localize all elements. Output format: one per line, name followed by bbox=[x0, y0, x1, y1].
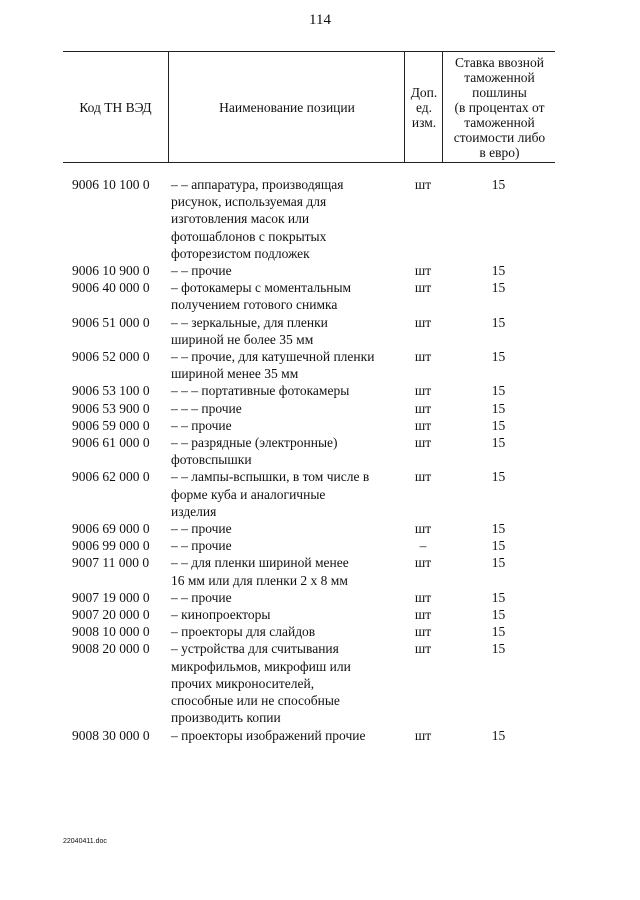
row-name: – – прочие bbox=[171, 538, 232, 554]
row-code: 9006 62 000 0 bbox=[72, 469, 150, 485]
table-row bbox=[63, 314, 555, 348]
row-unit: шт bbox=[414, 469, 432, 485]
table-row bbox=[63, 417, 555, 434]
row-unit: шт bbox=[414, 314, 432, 330]
table-row bbox=[63, 589, 555, 606]
row-name: – – прочие bbox=[171, 521, 232, 537]
row-name: – – разрядные (электронные) фотовспышки bbox=[171, 435, 338, 468]
row-code: 9006 51 000 0 bbox=[72, 314, 150, 330]
row-rate: 15 bbox=[491, 538, 506, 554]
row-unit: шт bbox=[414, 177, 432, 192]
row-name: – – – портативные фотокамеры bbox=[171, 383, 350, 399]
row-name: – – прочие bbox=[171, 417, 232, 433]
row-name: – – лампы-вспышки, в том числе в форме куба и аналогичные изделия bbox=[171, 469, 370, 519]
table-row bbox=[63, 520, 555, 537]
row-unit: шт bbox=[414, 349, 432, 365]
table-row bbox=[63, 537, 555, 554]
row-code: 9006 99 000 0 bbox=[72, 538, 150, 554]
row-rate: 15 bbox=[491, 435, 506, 451]
row-unit: шт bbox=[414, 589, 432, 605]
table-header bbox=[63, 51, 555, 163]
row-unit: шт bbox=[414, 727, 432, 743]
row-rate: 15 bbox=[491, 555, 506, 571]
row-code: 9006 61 000 0 bbox=[72, 435, 150, 451]
table-row bbox=[63, 434, 555, 468]
row-unit: шт bbox=[414, 400, 432, 416]
row-rate: 15 bbox=[491, 641, 506, 657]
table-row bbox=[63, 348, 555, 382]
row-unit: – bbox=[419, 538, 427, 554]
row-rate: 15 bbox=[491, 280, 506, 296]
row-name: – – аппаратура, производящая рисунок, используемая для изготовления масок или фотошаблонов с покрытых фоторезистом подложек bbox=[171, 177, 344, 261]
table-row bbox=[63, 382, 555, 399]
row-name: – – зеркальные, для пленки шириной не более 35 мм bbox=[171, 314, 328, 347]
row-rate: 15 bbox=[491, 417, 506, 433]
row-rate: 15 bbox=[491, 469, 506, 485]
row-name: – устройства для считывания микрофильмов, микрофиш или прочих микроносителей, способные или не способные производить копии bbox=[171, 641, 351, 726]
row-code: 9006 53 900 0 bbox=[72, 400, 150, 416]
table-row bbox=[63, 400, 555, 417]
header-name: Наименование позиции bbox=[168, 52, 405, 162]
table-row bbox=[63, 468, 555, 520]
row-code: 9006 40 000 0 bbox=[72, 280, 150, 296]
row-unit: шт bbox=[414, 641, 432, 657]
row-code: 9008 30 000 0 bbox=[72, 727, 150, 743]
row-unit: шт bbox=[414, 521, 432, 537]
row-code: 9006 52 000 0 bbox=[72, 349, 150, 365]
row-name: – проекторы изображений прочие bbox=[171, 727, 366, 743]
row-code: 9007 20 000 0 bbox=[72, 607, 150, 623]
file-name-footer: 22040411.doc bbox=[63, 838, 107, 845]
row-name: – фотокамеры с моментальным получением готового снимка bbox=[171, 280, 352, 313]
row-code: 9006 69 000 0 bbox=[72, 521, 150, 537]
header-unit: Доп. ед. изм. bbox=[404, 52, 443, 162]
table-row bbox=[63, 727, 555, 744]
row-name: – – для пленки шириной менее 16 мм или для пленки 2 х 8 мм bbox=[171, 555, 349, 588]
row-name: – – – прочие bbox=[171, 400, 242, 416]
table-row bbox=[63, 262, 555, 279]
row-unit: шт bbox=[414, 435, 432, 451]
row-rate: 15 bbox=[491, 727, 506, 743]
row-rate: 15 bbox=[491, 607, 506, 623]
header-rate: Ставка ввозной таможенной пошлины (в процентах от таможенной стоимости либо в евро) bbox=[442, 52, 556, 162]
row-unit: шт bbox=[414, 607, 432, 623]
row-name: – – прочие, для катушечной пленки шириной менее 35 мм bbox=[171, 349, 375, 382]
row-rate: 15 bbox=[491, 263, 506, 279]
row-code: 9007 11 000 0 bbox=[72, 555, 150, 571]
row-name: – проекторы для слайдов bbox=[171, 624, 316, 640]
row-code: 9006 59 000 0 bbox=[72, 417, 150, 433]
row-rate: 15 bbox=[491, 349, 506, 365]
row-name: – – прочие bbox=[171, 589, 232, 605]
row-rate: 15 bbox=[491, 400, 506, 416]
table-row bbox=[63, 606, 555, 623]
row-unit: шт bbox=[414, 417, 432, 433]
table-body bbox=[63, 176, 555, 744]
table-row bbox=[63, 554, 555, 588]
row-rate: 15 bbox=[491, 177, 506, 192]
row-unit: шт bbox=[414, 555, 432, 571]
row-rate: 15 bbox=[491, 314, 506, 330]
page-number: 114 bbox=[309, 12, 331, 28]
row-code: 9008 10 000 0 bbox=[72, 624, 150, 640]
row-rate: 15 bbox=[491, 589, 506, 605]
table-row bbox=[63, 640, 555, 726]
row-unit: шт bbox=[414, 624, 432, 640]
row-unit: шт bbox=[414, 263, 432, 279]
row-unit: шт bbox=[414, 383, 432, 399]
row-code: 9006 10 100 0 bbox=[72, 177, 150, 192]
row-code: 9006 53 100 0 bbox=[72, 383, 150, 399]
header-code: Код ТН ВЭД bbox=[79, 99, 152, 115]
row-unit: шт bbox=[414, 280, 432, 296]
row-code: 9006 10 900 0 bbox=[72, 263, 150, 279]
row-code: 9007 19 000 0 bbox=[72, 589, 150, 605]
row-rate: 15 bbox=[491, 624, 506, 640]
row-rate: 15 bbox=[491, 521, 506, 537]
row-name: – кинопроекторы bbox=[171, 607, 271, 623]
row-rate: 15 bbox=[491, 383, 506, 399]
row-name: – – прочие bbox=[171, 263, 232, 279]
row-code: 9008 20 000 0 bbox=[72, 641, 150, 657]
table-row bbox=[63, 623, 555, 640]
table-row bbox=[63, 176, 555, 262]
table-row bbox=[63, 279, 555, 313]
